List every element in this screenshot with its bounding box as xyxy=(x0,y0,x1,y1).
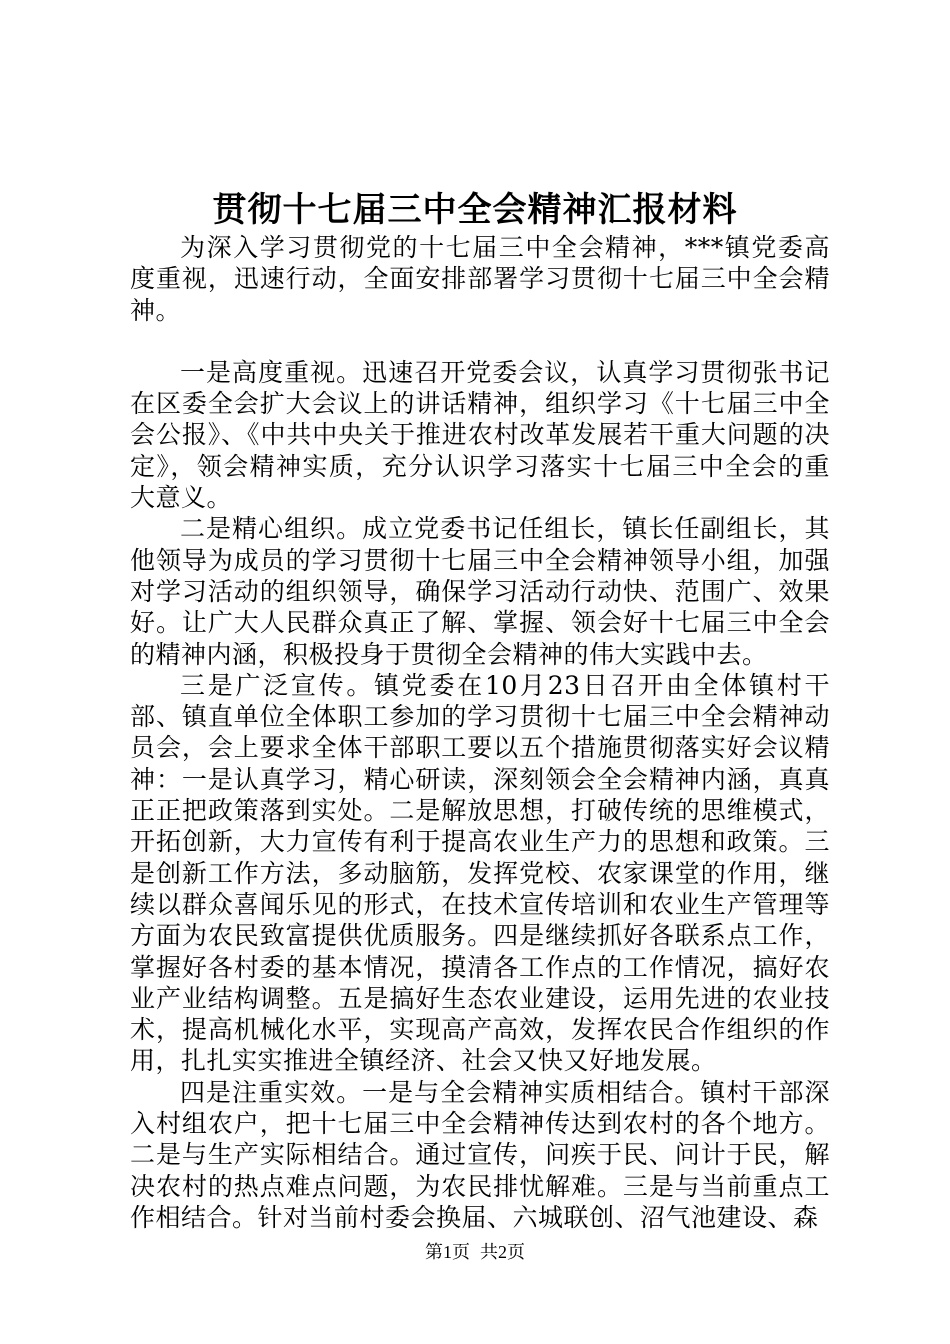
paragraph-intro: 为深入学习贯彻党的十七届三中全会精神，***镇党委高度重视，迅速行动，全面安排部署学习贯彻十七届三中全会精神。 xyxy=(130,233,830,325)
paragraph-point-3: 三是广泛宣传。镇党委在10月23日召开由全体镇村干部、镇直单位全体职工参加的学习贯彻十七届三中全会精神动员会，会上要求全体干部职工要以五个措施贯彻落实好会议精神：一是认真学习，精心研读，深刻领会全会精神内涵，真真正正把政策落到实处。二是解放思想，打破传统的思维模式，开拓创新，大力宣传有利于提高农业生产力的思想和政策。三是创新工作方法，多动脑筋，发挥党校、农家课堂的作用，继续以群众喜闻乐见的形式，在技术宣传培训和农业生产管理等方面为农民致富提供优质服务。四是继续抓好各联系点工作，掌握好各村委的基本情况，摸清各工作点的工作情况，搞好农业产业结构调整。五是搞好生态农业建设，运用先进的农业技术，提高机械化水平，实现高产高效，发挥农民合作组织的作用，扎扎实实推进全镇经济、社会又快又好地发展。 xyxy=(130,670,830,1076)
page-footer xyxy=(0,1240,950,1264)
paragraph-point-4: 四是注重实效。一是与全会精神实质相结合。镇村干部深入村组农户，把十七届三中全会精神传达到农村的各个地方。二是与生产实际相结合。通过宣传，问疾于民、问计于民，解决农村的热点难点问题，为农民排忧解难。三是与当前重点工作相结合。针对当前村委会换届、六城联创、沼气池建设、森 xyxy=(130,1077,830,1232)
document-title: 贯彻十七届三中全会精神汇报材料 xyxy=(212,190,738,230)
page-total: 共2页 xyxy=(480,1242,525,1262)
paragraph-point-2: 二是精心组织。成立党委书记任组长，镇长任副组长，其他领导为成员的学习贯彻十七届三中全会精神领导小组，加强对学习活动的组织领导，确保学习活动行动快、范围广、效果好。让广大人民群众真正了解、掌握、领会好十七届三中全会的精神内涵，积极投身于贯彻全会精神的伟大实践中去。 xyxy=(130,514,830,669)
paragraph-point-1: 一是高度重视。迅速召开党委会议，认真学习贯彻张书记在区委全会扩大会议上的讲话精神，组织学习《十七届三中全会公报》、《中共中央关于推进农村改革发展若干重大问题的决定》，领会精神实质，充分认识学习落实十七届三中全会的重大意义。 xyxy=(130,357,830,513)
document-body xyxy=(130,232,830,1233)
paragraph-spacer xyxy=(130,326,830,357)
page-number: 第1页 xyxy=(425,1242,470,1262)
